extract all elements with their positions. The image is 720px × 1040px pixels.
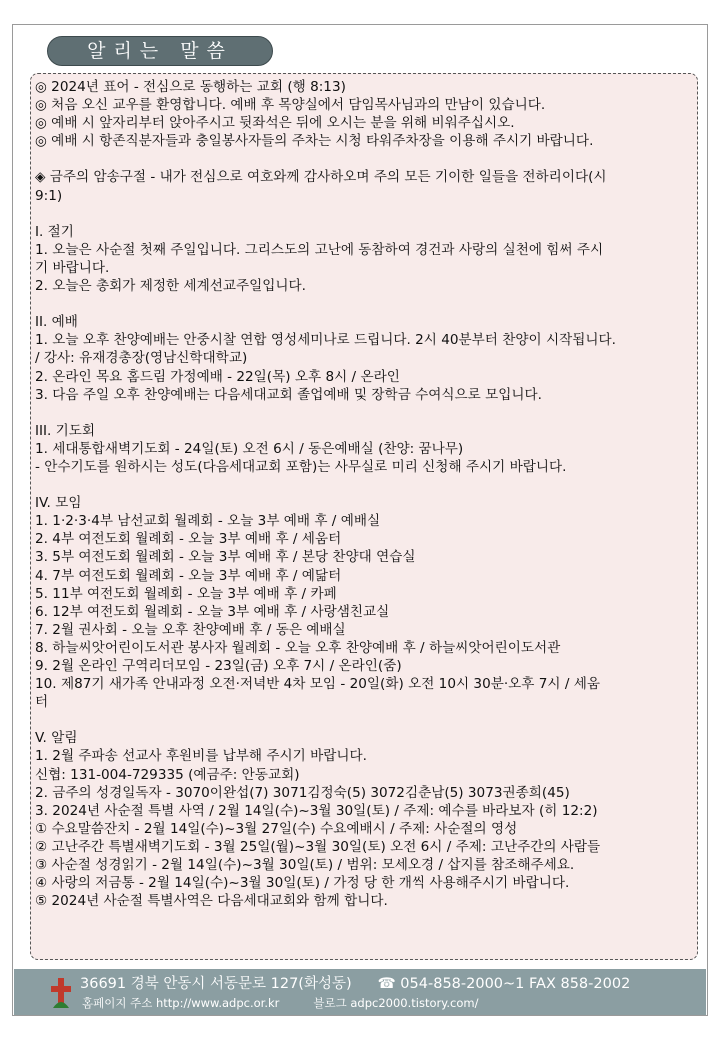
- announcement-line: 터: [35, 694, 49, 711]
- footer-phone: ☎ 054-858-2000~1 FAX 858-2002: [377, 976, 631, 992]
- announcement-line: / 강사: 유재경총장(영남신학대학교): [35, 350, 248, 367]
- announcement-line: 1. 1·2·3·4부 남선교회 월례회 - 오늘 3부 예배 후 / 예배실: [35, 513, 381, 530]
- announcement-line: - 안수기도를 원하시는 성도(다음세대교회 포함)는 사무실로 미리 신청해 주시기 바랍니다.: [35, 458, 567, 475]
- announcement-line: III. 기도회: [35, 422, 96, 439]
- announcement-line: ① 수요말씀잔치 - 2월 14일(수)~3월 27일(수) 수요예배시 / 주제: 사순절의 영성: [35, 820, 518, 837]
- announcement-line: I. 절기: [35, 223, 74, 240]
- announcement-line: ③ 사순절 성경읽기 - 2월 14일(수)~3월 30일(토) / 범위: 모세오경 / 삽지를 참조해주세요.: [35, 857, 575, 874]
- announcement-line: 9. 2월 온라인 구역리더모임 - 23일(금) 오후 7시 / 온라인(줌): [35, 658, 402, 674]
- announcement-line: 기 바랍니다.: [35, 259, 110, 276]
- blank-line: [35, 476, 697, 494]
- announcement-line: ◎ 2024년 표어 - 전심으로 동행하는 교회 (행 8:13): [35, 79, 346, 95]
- announcement-line: 5. 11부 여전도회 월례회 - 오늘 3부 예배 후 / 카페: [35, 585, 337, 602]
- announcement-line: ② 고난주간 특별새벽기도회 - 3월 25일(월)~3월 30일(토) 오전 6시 / 주제: 고난주간의 사람들: [35, 838, 601, 855]
- footer-blog[interactable]: 블로그 adpc2000.tistory.com/: [313, 996, 479, 1010]
- announcement-line: 2. 온라인 목요 홈드림 가정예배 - 22일(목) 오후 8시 / 온라인: [35, 368, 400, 385]
- announcement-line: 8. 하늘씨앗어린이도서관 봉사자 월례회 - 오늘 오후 찬양예배 후 / 하늘씨앗어린이도서관: [35, 639, 561, 656]
- announcement-line: 2. 금주의 성경일독자 - 3070이완섭(7) 3071김정숙(5) 3072김춘남(5) 3073권종희(45): [35, 784, 570, 801]
- announcement-line: 2. 오늘은 총회가 제정한 세계선교주일입니다.: [35, 278, 306, 295]
- announcement-line: 9:1): [35, 187, 63, 204]
- announcement-line: 3. 다음 주일 오후 찬양예배는 다음세대교회 졸업예배 및 장학금 수여식으로 모입니다.: [35, 386, 542, 403]
- announcement-line: 3. 5부 여전도회 월례회 - 오늘 3부 예배 후 / 본당 찬양대 연습실: [35, 549, 416, 566]
- blank-line: [35, 150, 697, 168]
- announcement-line: ④ 사랑의 저금통 - 2월 14일(수)~3월 30일(토) / 가정 당 한 개씩 사용해주시기 바랍니다.: [35, 875, 570, 892]
- footer-address: 36691 경북 안동시 서동문로 127(화성동): [80, 976, 352, 992]
- announcement-line: ◎ 예배 시 항존직분자들과 충일봉사자들의 주차는 시청 타워주차장을 이용해 주시기 바랍니다.: [35, 133, 594, 150]
- blank-line: [35, 404, 697, 422]
- page-title: 알리는 말씀: [47, 36, 273, 66]
- church-cross-icon: [50, 978, 72, 1008]
- announcement-line: 7. 2월 권사회 - 오늘 오후 찬양예배 후 / 동은 예배실: [35, 621, 346, 638]
- announcement-line: IV. 모임: [35, 495, 82, 512]
- announcement-line: 1. 오늘은 사순절 첫째 주일입니다. 그리스도의 고난에 동참하여 경건과 사랑의 실천에 힘써 주시: [35, 241, 604, 258]
- announcement-line: 1. 2월 주파송 선교사 후원비를 납부해 주시기 바랍니다.: [35, 748, 367, 765]
- footer-homepage[interactable]: 홈페이지 주소 http://www.adpc.or.kr: [82, 996, 280, 1010]
- announcement-line: 1. 세대통합새벽기도회 - 24일(토) 오전 6시 / 동은예배실 (찬양: 꿈나무): [35, 440, 464, 457]
- footer-web: [82, 995, 479, 1011]
- announcement-line: ◈ 금주의 암송구절 - 내가 전심으로 여호와께 감사하오며 주의 모든 기이한 일들을 전하리이다(시: [35, 169, 607, 186]
- footer-contact: [80, 972, 630, 993]
- blank-line: [35, 711, 697, 729]
- announcement-line: ⑤ 2024년 사순절 특별사역은 다음세대교회와 함께 합니다.: [35, 893, 388, 910]
- announcement-line: 10. 제87기 새가족 안내과정 오전·저녁반 4차 모임 - 20일(화) 오전 10시 30분·오후 7시 / 세움: [35, 676, 601, 693]
- announcement-line: ◎ 처음 오신 교우를 환영합니다. 예배 후 목양실에서 담임목사님과의 만남이 있습니다.: [35, 97, 546, 114]
- announcement-line: 6. 12부 여전도회 월례회 - 오늘 3부 예배 후 / 사랑샘친교실: [35, 603, 390, 620]
- blank-line: [35, 205, 697, 223]
- announcement-line: II. 예배: [35, 314, 78, 331]
- announcement-line: 4. 7부 여전도회 월례회 - 오늘 3부 예배 후 / 예닮터: [35, 567, 342, 584]
- announcement-line: 2. 4부 여전도회 월례회 - 오늘 3부 예배 후 / 세움터: [35, 531, 342, 548]
- announcement-line: 신협: 131-004-729335 (예금주: 안동교회): [35, 766, 300, 783]
- announcement-line: 3. 2024년 사순절 특별 사역 / 2월 14일(수)~3월 30일(토) / 주제: 예수를 바라보자 (히 12:2): [35, 802, 598, 819]
- blank-line: [35, 295, 697, 313]
- announcement-line: 1. 오늘 오후 찬양예배는 안중시찰 연합 영성세미나로 드립니다. 2시 40분부터 찬양이 시작됩니다.: [35, 332, 616, 349]
- announcement-line: ◎ 예배 시 앞자리부터 앉아주시고 뒷좌석은 뒤에 오시는 분을 위해 비워주십시오.: [35, 115, 515, 132]
- announcement-line: V. 알림: [35, 730, 78, 747]
- announcements-box: [30, 73, 698, 960]
